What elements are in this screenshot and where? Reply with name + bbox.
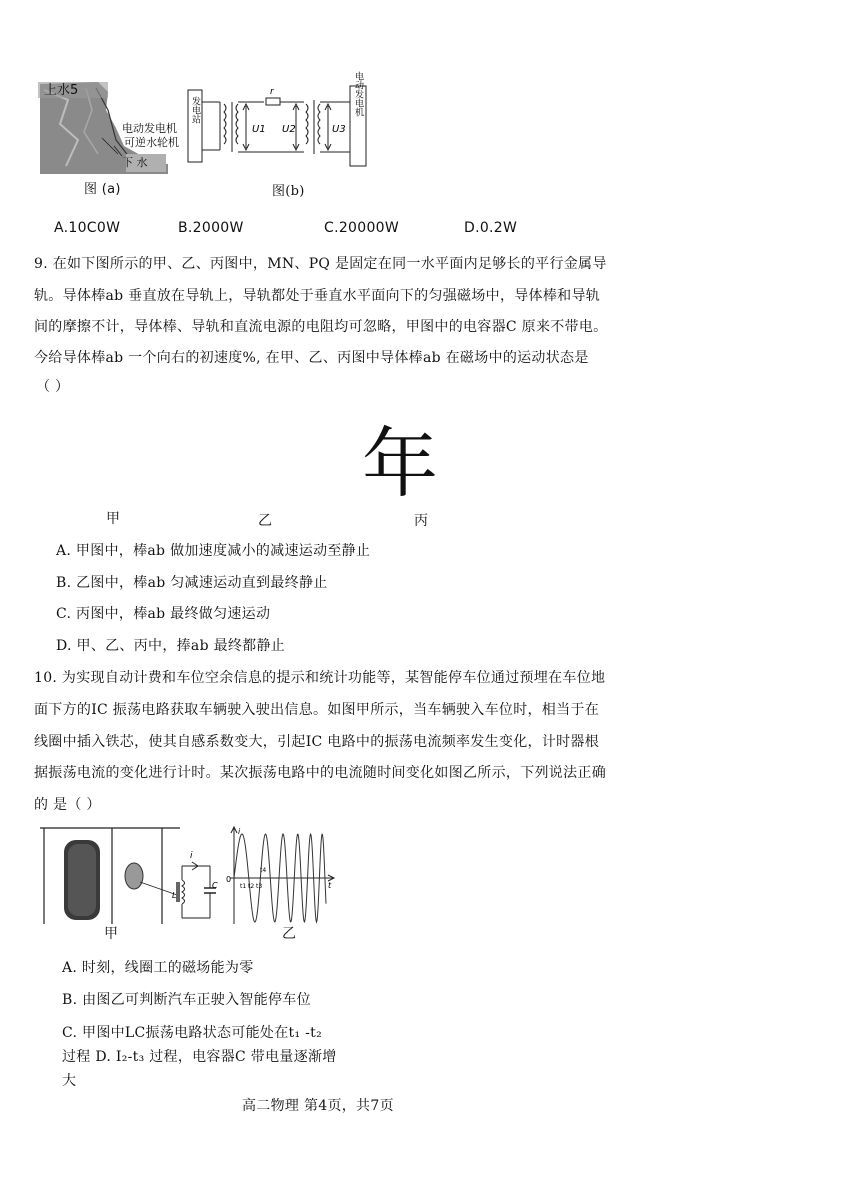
q10-fig-c-label: C bbox=[212, 881, 218, 890]
q9-stem-line-1: 9. 在如下图所示的甲、乙、丙图中，MN、PQ 是固定在同一水平面内足够长的平行金属导 bbox=[34, 256, 607, 272]
q10-label-yi: 乙 bbox=[282, 926, 297, 942]
fig-b-u3: U3 bbox=[332, 124, 346, 135]
fig-b-r: r bbox=[270, 87, 274, 97]
q8-option-b: B.2000W bbox=[178, 220, 244, 236]
q10-origin: 0 bbox=[226, 875, 232, 884]
q10-fig-l-label: L bbox=[172, 891, 177, 900]
q8-option-d: D.0.2W bbox=[464, 220, 518, 236]
q9-stem-line-3: 间的摩擦不计，导体棒、导轨和直流电源的电阻均可忽略，甲图中的电容器C 原来不带电。 bbox=[34, 319, 608, 335]
fig-a-turbine-label: 可逆水轮机 bbox=[124, 136, 179, 149]
q10-stem-line-2: 面下方的IC 振荡电路获取车辆驶入驶出信息。如图甲所示，当车辆驶入车位时，相当于在 bbox=[34, 702, 599, 718]
q9-stem-line-2: 轨。导体棒ab 垂直放在导轨上，导轨都处于垂直水平面向下的匀强磁场中，导体棒和导轨 bbox=[34, 288, 601, 304]
fig-b-u1: U1 bbox=[252, 124, 266, 135]
q10-option-a: A. 时刻，线圈工的磁场能为零 bbox=[62, 960, 254, 976]
fig-b-left-box: 发电站 bbox=[190, 96, 200, 124]
fig-a-bottom-label: 下 水 bbox=[122, 156, 148, 169]
q9-stem-line-4: 今给导体棒ab 一个向右的初速度%, 在甲、乙、丙图中导体棒ab 在磁场中的运动状态是 bbox=[34, 350, 589, 366]
q10-stem-line-1: 10. 为实现自动计费和车位空余信息的提示和统计功能等，某智能停车位通过预埋在车位地 bbox=[34, 670, 606, 686]
q10-figure-yi-current-graph bbox=[226, 826, 338, 926]
figure-a-reservoir bbox=[38, 80, 179, 176]
q8-option-c: C.20000W bbox=[324, 220, 400, 236]
fig-b-u2: U2 bbox=[282, 124, 296, 135]
q10-stem-line-3: 线圈中插入铁芯，使其自感系数变大，引起IC 电路中的振荡电流频率发生变化，计时器根 bbox=[34, 734, 599, 750]
q9-option-c: C. 丙图中，棒ab 最终做匀速运动 bbox=[56, 606, 271, 622]
figure-b-transmission-circuit bbox=[186, 71, 368, 172]
fig-b-right-box: 电动发电机 bbox=[353, 71, 363, 117]
fig-a-motor-label: 电动发电机 bbox=[122, 122, 177, 135]
q10-option-c-cont2: 大 bbox=[62, 1073, 77, 1089]
q10-axis-t: t bbox=[328, 881, 332, 890]
q9-figure-placeholder-char: 年 bbox=[362, 419, 438, 508]
q10-option-c-cont: 过程 D. I₂-t₃ 过程，电容器C 带电量逐渐增 bbox=[62, 1049, 337, 1065]
q9-option-a: A. 甲图中，棒ab 做加速度减小的减速运动至静止 bbox=[56, 543, 371, 559]
q9-label-jia: 甲 bbox=[106, 511, 121, 527]
q10-t1: t1 bbox=[240, 883, 247, 890]
q10-axis-i: i bbox=[238, 827, 241, 836]
fig-b-caption: 图(b) bbox=[272, 184, 305, 199]
q10-fig-current-label: i bbox=[190, 851, 193, 861]
q9-label-yi: 乙 bbox=[258, 513, 273, 529]
q9-option-b: B. 乙图中，棒ab 匀减速运动直到最终静止 bbox=[56, 575, 328, 591]
q10-option-b: B. 由图乙可判断汽车正驶入智能停车位 bbox=[62, 992, 311, 1008]
page-footer: 高二物理 第4页，共7页 bbox=[242, 1098, 394, 1114]
q10-option-c: C. 甲图中LC振荡电路状态可能处在t₁ -t₂ bbox=[62, 1025, 322, 1041]
q8-option-a: A.10C0W bbox=[54, 220, 121, 236]
q9-option-d: D. 甲、乙、丙中，捧ab 最终都静止 bbox=[56, 638, 286, 654]
q10-t3: t3 bbox=[256, 883, 263, 890]
q10-t4: t4 bbox=[260, 867, 267, 874]
fig-a-caption: 图 (a) bbox=[84, 182, 121, 197]
q9-label-bing: 丙 bbox=[414, 513, 429, 529]
q10-t2: t2 bbox=[248, 883, 255, 890]
q10-figure-jia-parking-lc bbox=[40, 826, 224, 926]
q9-answer-blank: （ ） bbox=[36, 379, 70, 395]
q10-label-jia: 甲 bbox=[104, 926, 119, 942]
q10-stem-line-4: 据振荡电流的变化进行计时。某次振荡电路中的电流随时间变化如图乙所示，下列说法正确 bbox=[34, 765, 606, 781]
fig-a-top-label: 上水5 bbox=[44, 83, 79, 98]
q10-stem-line-5: 的 是（ ） bbox=[34, 797, 101, 813]
